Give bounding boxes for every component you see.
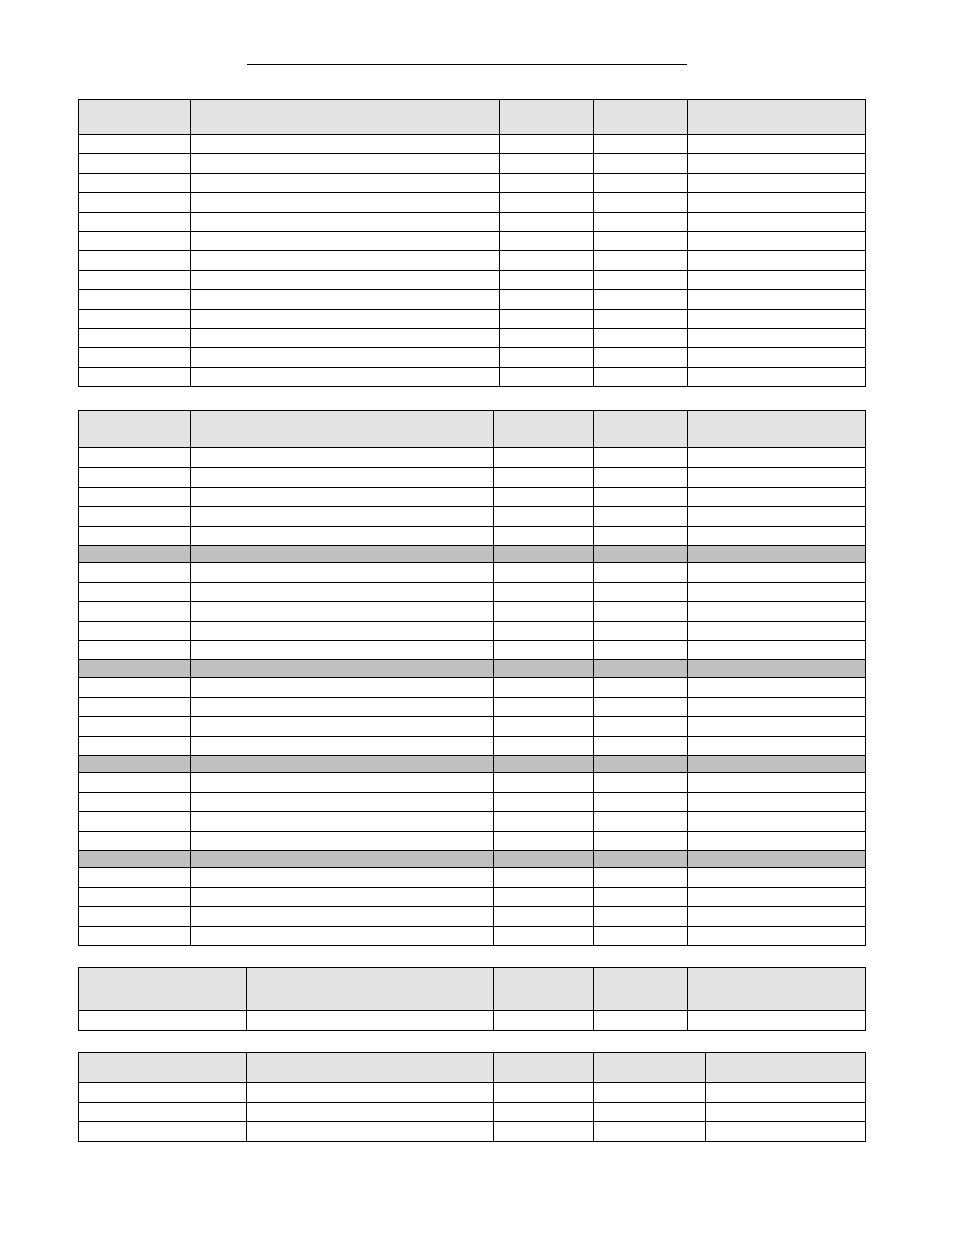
table-4: [78, 1052, 866, 1142]
table-cell: [191, 793, 494, 812]
table-row: [79, 583, 866, 602]
table-cell: [688, 563, 866, 583]
table-cell: [191, 328, 500, 347]
table-cell: [594, 135, 688, 154]
table-cell: [191, 583, 494, 602]
header-cell: [594, 1053, 706, 1083]
header-cell: [247, 1053, 494, 1083]
table-row: [79, 678, 866, 698]
table-cell: [688, 793, 866, 812]
header-cell: [191, 411, 494, 448]
table-cell: [191, 602, 494, 622]
header-cell: [594, 968, 688, 1011]
table-cell: [594, 507, 688, 527]
table-cell: [594, 907, 688, 927]
table-cell: [79, 527, 191, 546]
table-cell: [594, 1011, 688, 1031]
table-row: [79, 212, 866, 231]
table-cell: [594, 868, 688, 888]
table-row: [79, 135, 866, 154]
table-cell: [191, 773, 494, 793]
table-cell: [191, 907, 494, 927]
header-cell: [494, 968, 594, 1011]
table-cell: [79, 737, 191, 756]
table-cell: [247, 1083, 494, 1103]
table-cell: [688, 868, 866, 888]
table-cell: [191, 507, 494, 527]
header-cell: [500, 100, 594, 135]
table-row: [79, 309, 866, 328]
header-cell: [706, 1053, 866, 1083]
table-cell: [79, 251, 191, 270]
table-cell: [79, 660, 191, 678]
title-underline: [247, 64, 687, 65]
table-cell: [500, 251, 594, 270]
table-cell: [688, 773, 866, 793]
table-cell: [594, 737, 688, 756]
table-cell: [79, 1011, 247, 1031]
table-cell: [594, 1102, 706, 1122]
header-cell: [79, 968, 247, 1011]
table-cell: [191, 231, 500, 250]
table-row: [79, 251, 866, 270]
header-cell: [79, 411, 191, 448]
table-cell: [79, 888, 191, 907]
table-cell: [79, 367, 191, 386]
table-cell: [79, 212, 191, 231]
table-cell: [494, 488, 594, 507]
header-cell: [79, 100, 191, 135]
table-cell: [79, 507, 191, 527]
table-row: [79, 1122, 866, 1142]
table-cell: [594, 328, 688, 347]
table-cell: [500, 135, 594, 154]
table-header-row: [79, 968, 866, 1011]
table-cell: [79, 812, 191, 832]
header-cell: [688, 411, 866, 448]
table-cell: [79, 348, 191, 367]
table-cell: [79, 717, 191, 737]
table-row: [79, 468, 866, 488]
table-row: [79, 448, 866, 468]
table-cell: [688, 583, 866, 602]
table-cell: [594, 488, 688, 507]
table-cell: [688, 328, 866, 347]
table-cell: [79, 907, 191, 927]
table-cell: [191, 367, 500, 386]
table-cell: [500, 212, 594, 231]
table-cell: [191, 851, 494, 868]
table-cell: [494, 641, 594, 660]
table-cell: [79, 193, 191, 212]
table-row: [79, 698, 866, 717]
table-cell: [594, 851, 688, 868]
table-cell: [494, 507, 594, 527]
table-cell: [594, 468, 688, 488]
table-cell: [494, 888, 594, 907]
section-row: [79, 851, 866, 868]
table-cell: [79, 583, 191, 602]
table-cell: [191, 660, 494, 678]
table-cell: [79, 678, 191, 698]
table-row: [79, 270, 866, 289]
table-cell: [494, 660, 594, 678]
table-cell: [191, 927, 494, 946]
table-cell: [594, 1122, 706, 1142]
table-cell: [688, 212, 866, 231]
table-cell: [191, 832, 494, 851]
table-cell: [594, 812, 688, 832]
table-cell: [191, 173, 500, 192]
table-cell: [594, 448, 688, 468]
table-cell: [79, 309, 191, 328]
table-cell: [79, 793, 191, 812]
table-cell: [191, 448, 494, 468]
table-row: [79, 773, 866, 793]
table-cell: [594, 546, 688, 563]
table-cell: [191, 154, 500, 173]
table-cell: [79, 231, 191, 250]
table-cell: [688, 507, 866, 527]
table-cell: [494, 527, 594, 546]
section-row: [79, 546, 866, 563]
table-cell: [494, 832, 594, 851]
table-cell: [494, 717, 594, 737]
table-row: [79, 173, 866, 192]
table-cell: [688, 135, 866, 154]
table-cell: [494, 851, 594, 868]
table-cell: [79, 698, 191, 717]
table-cell: [191, 888, 494, 907]
header-cell: [494, 1053, 594, 1083]
table-cell: [79, 832, 191, 851]
table-cell: [494, 448, 594, 468]
table-cell: [494, 907, 594, 927]
table-row: [79, 717, 866, 737]
table-row: [79, 793, 866, 812]
table-cell: [706, 1083, 866, 1103]
table-cell: [191, 698, 494, 717]
header-cell: [688, 968, 866, 1011]
table-cell: [191, 468, 494, 488]
table-cell: [500, 309, 594, 328]
table-cell: [79, 622, 191, 641]
table-cell: [79, 641, 191, 660]
table-cell: [494, 1083, 594, 1103]
table-cell: [191, 270, 500, 289]
table-cell: [494, 737, 594, 756]
table-cell: [247, 1122, 494, 1142]
table-cell: [79, 927, 191, 946]
table-cell: [594, 309, 688, 328]
table-cell: [688, 812, 866, 832]
table-cell: [594, 756, 688, 773]
table-cell: [594, 563, 688, 583]
table-cell: [688, 737, 866, 756]
table-cell: [688, 546, 866, 563]
table-cell: [494, 678, 594, 698]
table-row: [79, 832, 866, 851]
table-cell: [688, 231, 866, 250]
table-cell: [191, 868, 494, 888]
table-row: [79, 868, 866, 888]
table-cell: [500, 231, 594, 250]
table-cell: [594, 773, 688, 793]
table-cell: [688, 717, 866, 737]
table-header-row: [79, 411, 866, 448]
table-cell: [79, 756, 191, 773]
table-cell: [594, 678, 688, 698]
table-cell: [594, 348, 688, 367]
table-cell: [688, 193, 866, 212]
table-cell: [594, 527, 688, 546]
table-cell: [191, 527, 494, 546]
table-cell: [191, 212, 500, 231]
table-cell: [688, 290, 866, 309]
table-header-row: [79, 1053, 866, 1083]
table-cell: [79, 851, 191, 868]
table-cell: [688, 602, 866, 622]
header-cell: [688, 100, 866, 135]
table-row: [79, 737, 866, 756]
table-cell: [594, 290, 688, 309]
table-header-row: [79, 100, 866, 135]
header-cell: [594, 411, 688, 448]
table-row: [79, 348, 866, 367]
table-cell: [688, 1011, 866, 1031]
table-cell: [688, 698, 866, 717]
table-cell: [594, 173, 688, 192]
table-cell: [79, 1102, 247, 1122]
table-cell: [79, 154, 191, 173]
table-cell: [191, 717, 494, 737]
table-row: [79, 907, 866, 927]
table-cell: [594, 622, 688, 641]
table-cell: [494, 698, 594, 717]
table-cell: [494, 868, 594, 888]
table-cell: [500, 173, 594, 192]
table-cell: [706, 1122, 866, 1142]
table-cell: [500, 328, 594, 347]
table-row: [79, 328, 866, 347]
table-cell: [594, 367, 688, 386]
table-cell: [688, 660, 866, 678]
table-cell: [191, 622, 494, 641]
table-cell: [191, 309, 500, 328]
table-cell: [191, 737, 494, 756]
table-row: [79, 527, 866, 546]
table-cell: [594, 602, 688, 622]
table-row: [79, 507, 866, 527]
table-row: [79, 622, 866, 641]
table-cell: [79, 1122, 247, 1142]
table-cell: [594, 231, 688, 250]
table-row: [79, 641, 866, 660]
table-cell: [191, 756, 494, 773]
table-cell: [79, 135, 191, 154]
table-cell: [594, 212, 688, 231]
table-cell: [688, 622, 866, 641]
table-row: [79, 367, 866, 386]
table-cell: [594, 251, 688, 270]
table-cell: [191, 193, 500, 212]
table-cell: [191, 290, 500, 309]
table-row: [79, 888, 866, 907]
table-cell: [79, 773, 191, 793]
table-cell: [688, 154, 866, 173]
table-cell: [594, 660, 688, 678]
table-cell: [191, 251, 500, 270]
table-cell: [500, 290, 594, 309]
table-cell: [79, 563, 191, 583]
table-cell: [494, 756, 594, 773]
table-cell: [247, 1011, 494, 1031]
table-row: [79, 154, 866, 173]
table-cell: [494, 1102, 594, 1122]
table-cell: [594, 270, 688, 289]
table-cell: [494, 812, 594, 832]
table-row: [79, 563, 866, 583]
table-cell: [494, 793, 594, 812]
table-cell: [79, 1083, 247, 1103]
table-cell: [494, 622, 594, 641]
table-cell: [494, 583, 594, 602]
table-cell: [79, 546, 191, 563]
table-cell: [79, 488, 191, 507]
table-1: [78, 99, 866, 387]
table-row: [79, 812, 866, 832]
table-cell: [494, 468, 594, 488]
table-row: [79, 488, 866, 507]
table-cell: [191, 641, 494, 660]
table-cell: [191, 678, 494, 698]
table-cell: [594, 154, 688, 173]
table-cell: [688, 270, 866, 289]
section-row: [79, 756, 866, 773]
table-cell: [688, 678, 866, 698]
header-cell: [594, 100, 688, 135]
table-2: [78, 410, 866, 946]
table-cell: [688, 832, 866, 851]
table-row: [79, 1083, 866, 1103]
table-cell: [500, 193, 594, 212]
table-cell: [79, 868, 191, 888]
table-cell: [688, 907, 866, 927]
section-row: [79, 660, 866, 678]
table-cell: [688, 367, 866, 386]
table-cell: [594, 717, 688, 737]
table-cell: [494, 563, 594, 583]
table-cell: [494, 602, 594, 622]
table-cell: [688, 641, 866, 660]
table-row: [79, 193, 866, 212]
table-cell: [688, 756, 866, 773]
table-cell: [688, 927, 866, 946]
table-cell: [594, 832, 688, 851]
table-cell: [79, 173, 191, 192]
table-cell: [688, 527, 866, 546]
table-cell: [494, 546, 594, 563]
table-cell: [688, 851, 866, 868]
header-cell: [191, 100, 500, 135]
table-cell: [247, 1102, 494, 1122]
table-cell: [688, 468, 866, 488]
table-row: [79, 231, 866, 250]
table-row: [79, 1011, 866, 1031]
table-cell: [594, 1083, 706, 1103]
table-cell: [79, 448, 191, 468]
table-cell: [688, 173, 866, 192]
table-cell: [706, 1102, 866, 1122]
table-cell: [500, 348, 594, 367]
table-cell: [494, 773, 594, 793]
table-cell: [594, 927, 688, 946]
table-cell: [688, 488, 866, 507]
table-cell: [79, 602, 191, 622]
table-cell: [79, 270, 191, 289]
table-cell: [494, 927, 594, 946]
table-cell: [500, 270, 594, 289]
table-row: [79, 927, 866, 946]
table-cell: [191, 135, 500, 154]
table-cell: [594, 583, 688, 602]
table-cell: [688, 888, 866, 907]
header-cell: [494, 411, 594, 448]
table-cell: [500, 154, 594, 173]
table-row: [79, 602, 866, 622]
table-cell: [594, 793, 688, 812]
table-cell: [79, 328, 191, 347]
table-cell: [494, 1122, 594, 1142]
table-cell: [191, 348, 500, 367]
table-cell: [688, 309, 866, 328]
table-cell: [191, 563, 494, 583]
table-cell: [594, 698, 688, 717]
table-cell: [688, 251, 866, 270]
table-cell: [191, 546, 494, 563]
table-cell: [79, 468, 191, 488]
table-row: [79, 290, 866, 309]
table-cell: [79, 290, 191, 309]
table-cell: [191, 812, 494, 832]
header-cell: [79, 1053, 247, 1083]
header-cell: [247, 968, 494, 1011]
table-cell: [494, 1011, 594, 1031]
table-cell: [688, 348, 866, 367]
table-cell: [191, 488, 494, 507]
table-3: [78, 967, 866, 1031]
table-cell: [594, 888, 688, 907]
table-cell: [594, 641, 688, 660]
table-cell: [688, 448, 866, 468]
table-row: [79, 1102, 866, 1122]
table-cell: [500, 367, 594, 386]
table-cell: [594, 193, 688, 212]
